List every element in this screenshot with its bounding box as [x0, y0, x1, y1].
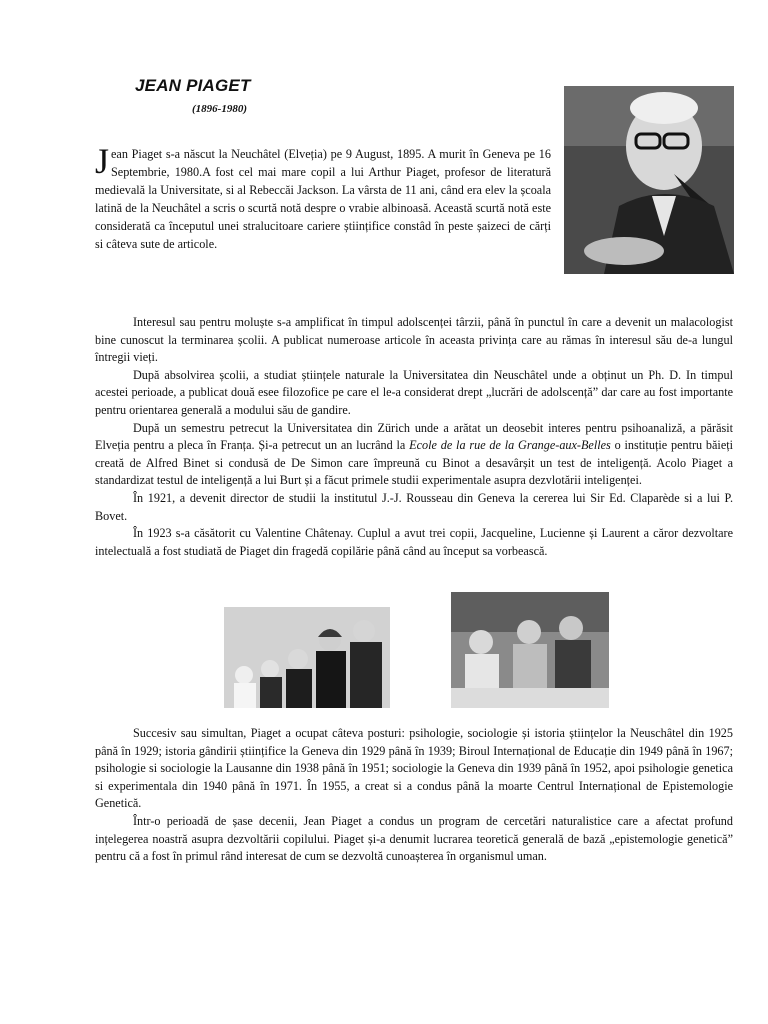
children-image	[451, 592, 609, 708]
family-image	[224, 607, 390, 708]
intro-text: ean Piaget s-a născut la Neuchâtel (Elveția) pe 9 August, 1895. A murit în Geneva pe 16 Septembrie, 1980.A fost cel mai mare copil a lui Arthur Piaget, profesor de literatură medievală la Universitate, si al Rebeccăi Jackson. La vârsta de 11 ani, când era elev la școala latină de la Neuchâtel a scris o scurtă notă despre o vrabie albinoasă. Această scurtă notă este considerată ca începutul unei stralucitoare cariere științifice constâd în peste șaizeci de cărți si câteva sute de articole.	[95, 147, 551, 251]
page-title: JEAN PIAGET	[135, 76, 251, 95]
paragraph-positions: Succesiv sau simultan, Piaget a ocupat câteva posturi: psihologie, sociologie și istoria științelor la Neuschâtel din 1925 până în 1929; istoria gândirii științifice la Geneva din 1929 până în 1939; Biroul Internațional de Educație din 1949 până în 1967; psihologie si sociologie la Lausanne din 1938 până în 1951; sociologie la Geneva din 1939 până în 1952, apoi psihologie genetica si experimentala din 1940 până în 1971. În 1955, a creat si a condus până la moarte Centrul Internațional de Epistemologie Genetică.	[95, 726, 733, 811]
paragraph-zurich-text-b: o instituție pentru băieți creată de Alfred Binet si condusă de De Simon care împreună cu Binot a desavârșit un test de inteligență. Acolo Piaget a standardizat testul de inteligență a lui Burt și a făcut primele studii experimentale asupra dezvlotării inteligenței.	[95, 438, 733, 488]
paragraph-marriage: În 1923 s-a căsătorit cu Valentine Châtenay. Cuplul a avut trei copii, Jacqueline, Lucienne și Laurent a căror dezvoltare intelectuală a fost studiată de Piaget din fragedă copilărie până când au început sa vorbească.	[95, 526, 733, 558]
life-years: (1896-1980)	[192, 103, 247, 115]
family-photo	[224, 607, 390, 708]
drop-cap: J	[95, 141, 110, 181]
paragraph-zurich	[95, 420, 733, 490]
paragraph-epistemology: Într-o perioadă de șase decenii, Jean Piaget a condus un program de cercetări naturalistice care a afectat profund ințelegerea noastră asupra dezvoltării copilului. Piaget și-a denumit lucrarea teoretică generală de bază „epistemologie genetică” pentru că a fost în primul rând interesat de cum se dezvoltă cunoașterea în organismul uman.	[95, 813, 733, 864]
biography-body	[95, 314, 733, 560]
children-photo	[451, 592, 609, 708]
portrait-image	[564, 86, 734, 274]
paragraph-zurich-text-a: După un semestru petrecut la Universitatea din Zürich unde a arătat un deosebit interes pentru psihoanaliză, a părăsit Elveția pentru a pleca în Franța. Și-a petrecut un an lucrând la	[95, 420, 733, 453]
intro-paragraph	[95, 141, 551, 253]
portrait-photo	[564, 86, 734, 274]
biography-later	[95, 725, 733, 866]
paragraph-director: În 1921, a devenit director de studii la institutul J.-J. Rousseau din Geneva la cererea lui Sir Ed. Claparède si a lui P. Bovet.	[95, 490, 733, 523]
paragraph-studies: După absolvirea școlii, a studiat științele naturale la Universitatea din Neuschâtel unde a obținut un Ph. D. In timpul acestei perioade, a publicat două eseе filozofice pe care el le-a considerat drept „lucrări de adolscență” dar care au fost importante pentru orientarea generală a modului său de gandire.	[95, 367, 733, 417]
paragraph-mollusks: Interesul sau pentru moluște s-a amplificat în timpul adolscenței târzii, până în punctul în care a devenit un malacologist bine cunoscut la terminarea școlii. A publicat numeroase articole în aceasta privința care au rămas în interesul său de-a lungul întregii vieți.	[95, 315, 733, 365]
school-name: Ecole de la rue de la Grange-aux-Belles	[409, 438, 611, 453]
